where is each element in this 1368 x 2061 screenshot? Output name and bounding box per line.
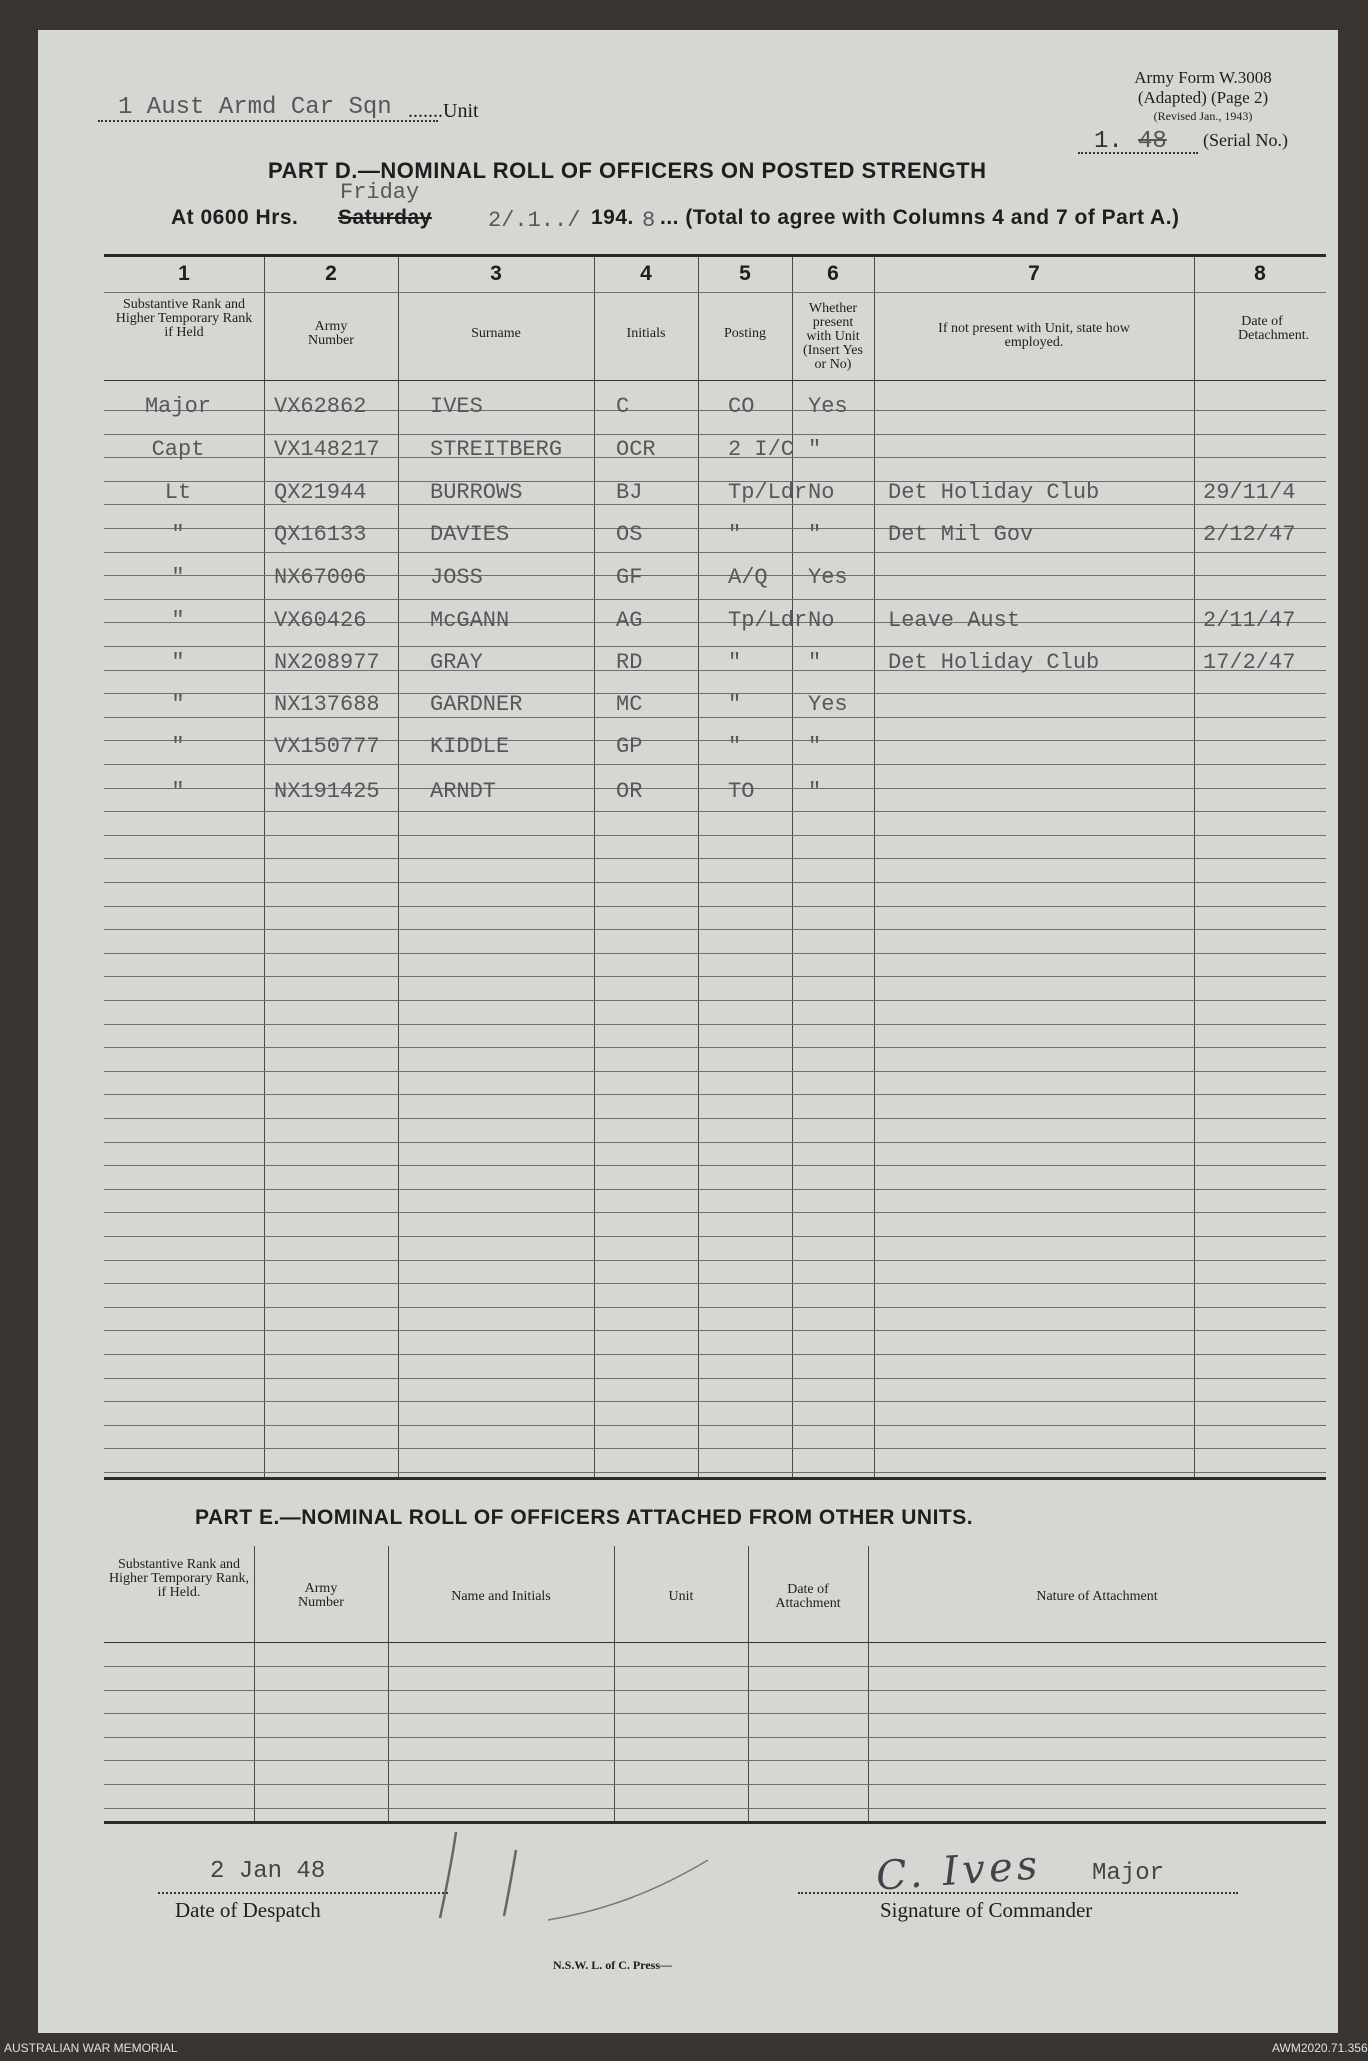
archive-label: AUSTRALIAN WAR MEMORIAL: [4, 2041, 178, 2055]
table-row: [38, 520, 1338, 550]
cell-initials: MC: [616, 692, 643, 717]
e-header-unit: Unit: [668, 1589, 694, 1604]
cell-present: No: [808, 480, 835, 505]
cell-initials: OS: [616, 522, 643, 547]
col-number-2: 2: [325, 262, 337, 285]
ruled-line: [104, 1378, 1326, 1379]
cell-rank: ": [171, 608, 185, 633]
cell-surname: KIDDLE: [430, 734, 510, 759]
despatch-label: Date of Despatch: [175, 1898, 321, 1922]
cell-posting: ": [728, 734, 742, 759]
cell-number: QX21944: [274, 480, 367, 505]
ruled-line: [104, 1094, 1326, 1095]
cell-present: No: [808, 608, 835, 633]
ruled-line: [104, 1472, 1326, 1473]
cell-rank: ": [171, 565, 185, 590]
part-d-top-rule: [104, 254, 1326, 257]
day-struck: Saturday: [338, 206, 432, 229]
serial-dots: [1078, 152, 1198, 154]
ruled-line: [104, 811, 1326, 812]
cell-initials: GF: [616, 565, 643, 590]
col-number-6: 6: [827, 262, 839, 285]
col-divider: [614, 1546, 615, 1821]
cell-date: 17/2/47: [1203, 650, 1296, 675]
cell-present: ": [808, 522, 822, 547]
table-row: [38, 777, 1338, 807]
cell-surname: GRAY: [430, 650, 483, 675]
e-header-nature: Nature of Attachment: [1036, 1589, 1158, 1604]
ruled-line: [104, 1189, 1326, 1190]
ruled-line: [104, 1713, 1326, 1714]
header-army-number: Army Number: [308, 319, 354, 348]
serial-struck: 48: [1138, 128, 1167, 155]
unit-label: .......Unit: [408, 100, 479, 122]
cell-number: NX67006: [274, 565, 367, 590]
table-row: [38, 392, 1338, 422]
cell-employed: Det Mil Gov: [888, 522, 1034, 547]
cell-present: ": [808, 734, 822, 759]
cell-surname: GARDNER: [430, 692, 523, 717]
col-number-4: 4: [640, 262, 652, 285]
ruled-line: [104, 1071, 1326, 1072]
col-number-1: 1: [178, 262, 190, 285]
ruled-line: [104, 1000, 1326, 1001]
cell-posting: 2 I/C: [728, 437, 795, 462]
part-e-title: PART E.—NOMINAL ROLL OF OFFICERS ATTACHED FROM OTHER UNITS.: [195, 1506, 974, 1529]
ruled-line: [104, 906, 1326, 907]
serial-label: (Serial No.): [1203, 130, 1288, 150]
cell-initials: BJ: [616, 480, 643, 505]
cell-number: VX60426: [274, 608, 367, 633]
ruled-line: [104, 1425, 1326, 1426]
press-imprint: N.S.W. L. of C. Press—: [553, 1958, 673, 1972]
cell-rank: ": [171, 692, 185, 717]
col-number-3: 3: [490, 262, 502, 285]
cell-rank: ": [171, 522, 185, 547]
ruled-line: [104, 552, 1326, 553]
cell-number: QX16133: [274, 522, 367, 547]
e-header-date: Date of Attachment: [775, 1582, 841, 1611]
cell-surname: ARNDT: [430, 779, 497, 804]
cell-date: 2/12/47: [1203, 522, 1296, 547]
col-divider: [748, 1546, 749, 1821]
despatch-value: 2 Jan 48: [210, 1858, 326, 1885]
cell-posting: ": [728, 692, 742, 717]
form-page: [38, 30, 1338, 2033]
ruled-line: [104, 1808, 1326, 1809]
cell-initials: C: [616, 394, 630, 419]
ruled-line: [104, 1354, 1326, 1355]
col-number-rule: [104, 292, 1326, 293]
cell-posting: ": [728, 522, 742, 547]
col-divider: [254, 1546, 255, 1821]
cell-initials: AG: [616, 608, 643, 633]
ruled-line: [104, 1165, 1326, 1166]
header-present: Whether present with Unit (Insert Yes or No): [803, 301, 863, 372]
cell-posting: ": [728, 650, 742, 675]
ruled-line: [104, 1260, 1326, 1261]
col-divider: [868, 1546, 869, 1821]
cell-posting: TO: [728, 779, 755, 804]
form-adapted: (Adapted) (Page 2): [1137, 88, 1269, 107]
cell-initials: OCR: [616, 437, 656, 462]
cell-number: NX208977: [274, 650, 380, 675]
ruled-line: [104, 953, 1326, 954]
header-employed: If not present with Unit, state how employed.: [938, 321, 1130, 350]
at-hours-prefix: At 0600 Hrs.: [171, 206, 299, 229]
cell-number: NX191425: [274, 779, 380, 804]
signature-label: Signature of Commander: [880, 1898, 1093, 1922]
commander-signature: C. Ives: [874, 1842, 1043, 1900]
cell-posting: A/Q: [728, 565, 768, 590]
table-row: [38, 478, 1338, 508]
ruled-line: [104, 1690, 1326, 1691]
table-row: [38, 435, 1338, 465]
form-revised: (Revised Jan., 1943): [1153, 109, 1253, 123]
signature-rank: Major: [1092, 1860, 1165, 1887]
col-divider: [388, 1546, 389, 1821]
cell-posting: CO: [728, 394, 755, 419]
cell-rank: Major: [144, 394, 211, 419]
form-number: Army Form W.3008: [1134, 68, 1272, 87]
cell-surname: McGANN: [430, 608, 510, 633]
ruled-line: [104, 1330, 1326, 1331]
col-number-8: 8: [1254, 262, 1266, 285]
cell-initials: OR: [616, 779, 643, 804]
cell-posting: Tp/Ldr: [728, 480, 808, 505]
archive-footer: [0, 2033, 1368, 2061]
ruled-line: [104, 599, 1326, 600]
cell-employed: Det Holiday Club: [888, 650, 1100, 675]
ruled-line: [104, 1024, 1326, 1025]
total-note: ... (Total to agree with Columns 4 and 7 of Part A.): [660, 206, 1180, 229]
header-initials: Initials: [626, 326, 666, 341]
cell-present: Yes: [808, 394, 848, 419]
table-row: [38, 563, 1338, 593]
cell-surname: STREITBERG: [430, 437, 563, 462]
unit-value: 1 Aust Armd Car Sqn: [118, 94, 392, 121]
ruled-line: [104, 882, 1326, 883]
despatch-line: [158, 1892, 448, 1894]
part-d-title: PART D.—NOMINAL ROLL OF OFFICERS ON POSTED STRENGTH: [268, 158, 987, 183]
cell-surname: DAVIES: [430, 522, 510, 547]
ruled-line: [104, 1118, 1326, 1119]
ruled-line: [104, 1142, 1326, 1143]
signature-line: [798, 1892, 1238, 1894]
ruled-line: [104, 1283, 1326, 1284]
header-date-detachment: Date of Detachment.: [1238, 314, 1310, 343]
archive-id: AWM2020.71.356: [1272, 2041, 1368, 2055]
day-typed: Friday: [340, 180, 420, 205]
cell-employed: Det Holiday Club: [888, 480, 1100, 505]
col-number-7: 7: [1028, 262, 1040, 285]
ruled-line: [104, 1047, 1326, 1048]
table-row: [38, 690, 1338, 720]
header-posting: Posting: [723, 326, 766, 341]
ruled-line: [104, 1307, 1326, 1308]
header-bottom-rule: [104, 380, 1326, 381]
part-d-bottom-rule: [104, 1477, 1326, 1480]
e-header-army-number: Army Number: [298, 1581, 344, 1610]
e-header-name: Name and Initials: [451, 1589, 551, 1604]
header-rank: Substantive Rank and Higher Temporary Rank if Held: [115, 297, 253, 340]
cell-initials: RD: [616, 650, 643, 675]
cell-rank: ": [171, 779, 185, 804]
pencil-marks: [408, 1820, 728, 1930]
ruled-line: [104, 1401, 1326, 1402]
e-header-rank: Substantive Rank and Higher Temporary Rank, if Held.: [109, 1557, 249, 1600]
cell-present: ": [808, 650, 822, 675]
ruled-line: [104, 835, 1326, 836]
cell-rank: Lt: [164, 480, 192, 505]
cell-surname: JOSS: [430, 565, 483, 590]
cell-surname: IVES: [430, 394, 483, 419]
ruled-line: [104, 929, 1326, 930]
date-typed: 2/.1../: [488, 208, 581, 233]
ruled-line: [104, 858, 1326, 859]
cell-rank: ": [171, 650, 185, 675]
cell-date: 2/11/47: [1203, 608, 1296, 633]
unit-dotted-line: [98, 120, 438, 122]
ruled-line: [104, 646, 1326, 647]
ruled-line: [104, 1737, 1326, 1738]
cell-rank: ": [171, 734, 185, 759]
cell-present: Yes: [808, 692, 848, 717]
cell-number: VX150777: [274, 734, 380, 759]
serial-value: 1.: [1094, 128, 1123, 155]
cell-date: 29/11/4: [1203, 480, 1296, 505]
cell-present: ": [808, 779, 822, 804]
header-surname: Surname: [471, 326, 521, 341]
cell-number: VX148217: [274, 437, 380, 462]
ruled-line: [104, 1666, 1326, 1667]
cell-number: NX137688: [274, 692, 380, 717]
cell-employed: Leave Aust: [888, 608, 1021, 633]
e-header-bottom-rule: [104, 1642, 1326, 1643]
table-row: [38, 648, 1338, 678]
ruled-line: [104, 976, 1326, 977]
ruled-line: [104, 1784, 1326, 1785]
cell-rank: Capt: [151, 437, 205, 462]
ruled-line: [104, 764, 1326, 765]
ruled-line: [104, 1236, 1326, 1237]
cell-present: Yes: [808, 565, 848, 590]
cell-posting: Tp/Ldr: [728, 608, 808, 633]
year-typed: 8: [642, 208, 656, 233]
cell-present: ": [808, 437, 822, 462]
cell-initials: GP: [616, 734, 643, 759]
table-row: [38, 732, 1338, 762]
table-row: [38, 606, 1338, 636]
col-number-5: 5: [739, 262, 751, 285]
ruled-line: [104, 1448, 1326, 1449]
year-prefix: 194.: [591, 206, 634, 229]
ruled-line: [104, 1212, 1326, 1213]
ruled-line: [104, 1760, 1326, 1761]
cell-surname: BURROWS: [430, 480, 523, 505]
cell-number: VX62862: [274, 394, 367, 419]
